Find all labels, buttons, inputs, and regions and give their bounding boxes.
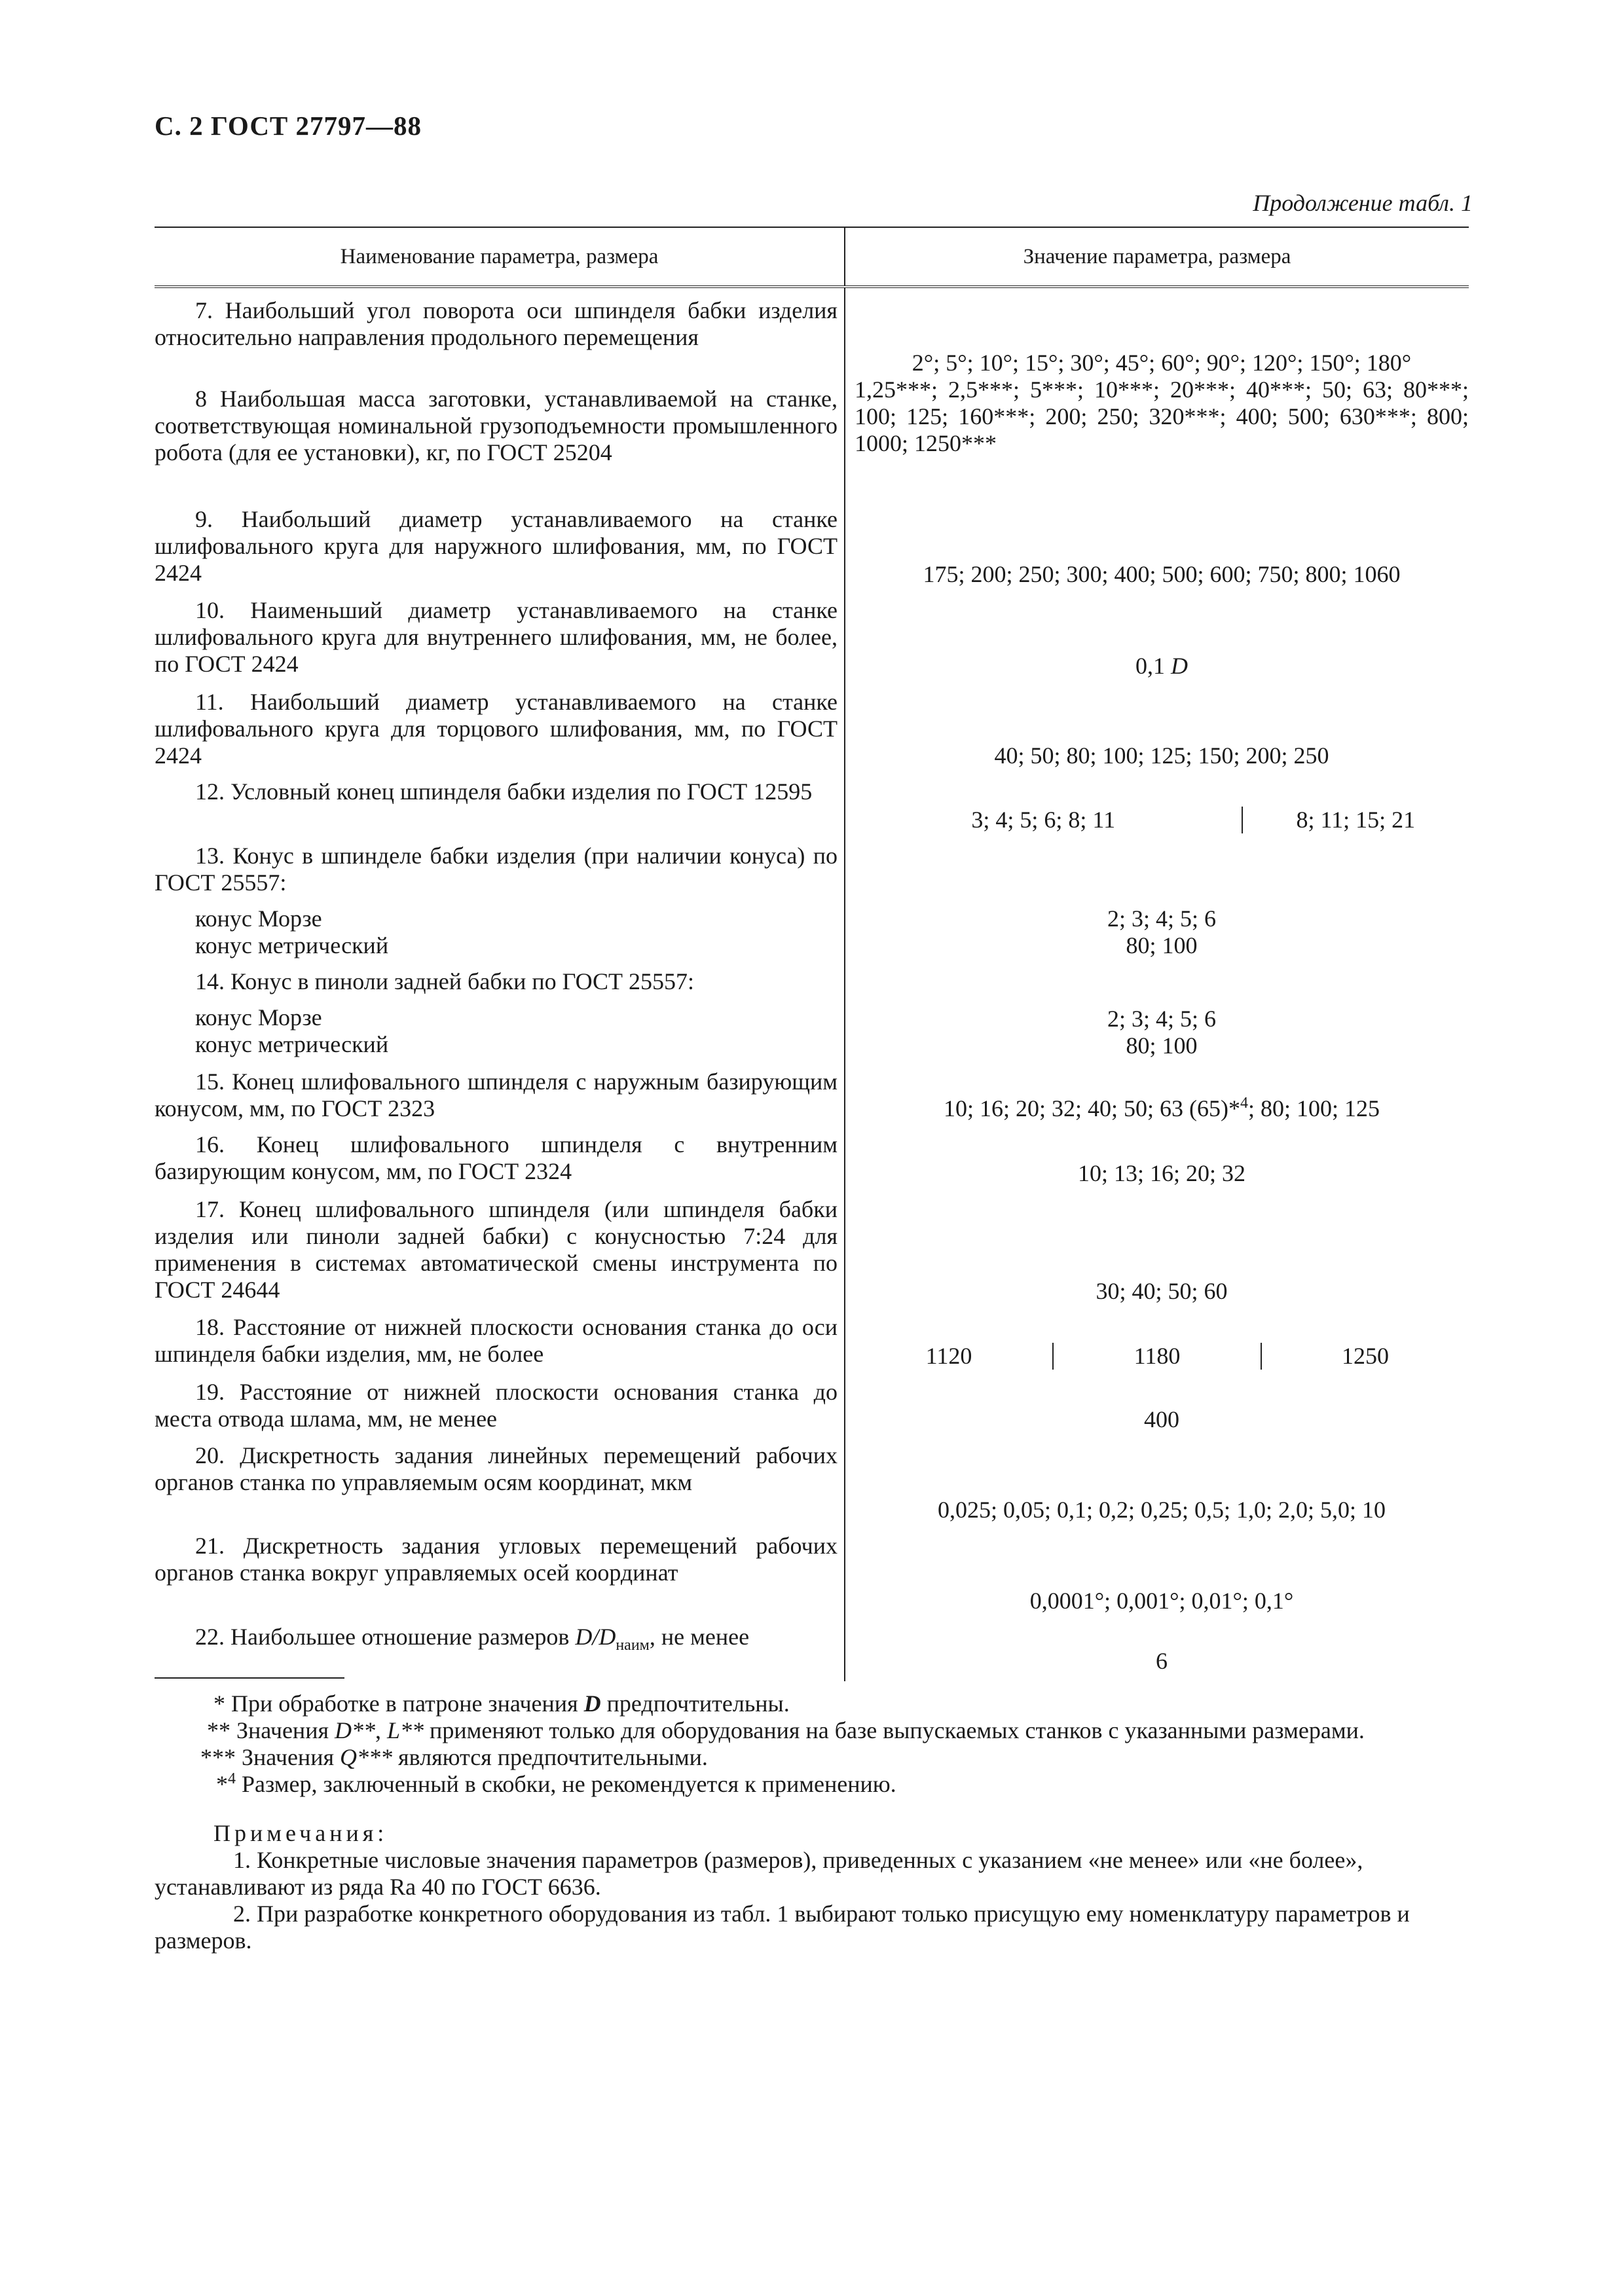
note: 2. При разработке конкретного оборудования из табл. 1 выбирают только присущую ему номенклатуру параметров и размеров.	[155, 1901, 1410, 1954]
param-value: 1180	[1052, 1343, 1261, 1370]
column-header-value: Значение параметра, размера	[845, 227, 1469, 287]
param-value: 10; 13; 16; 20; 32	[1077, 1160, 1245, 1186]
param-value: 1250	[1261, 1343, 1469, 1370]
table-row	[155, 680, 1469, 769]
param-subname: конус Морзе	[195, 905, 322, 932]
note: 1. Конкретные числовые значения параметров (размеров), приведенных с указанием «не менее» или «не более», устанавливают из ряда Ra 40 по ГОСТ 6636.	[155, 1847, 1363, 1900]
param-value: 8; 11; 15; 21	[1242, 807, 1469, 833]
param-name: 10. Наименьший диаметр устанавливаемого на станке шлифовального круга для внутреннего шлифования, мм, не более, по ГОСТ 2424	[155, 597, 838, 677]
param-name: 16. Конец шлифовального шпинделя с внутренним базирующим конусом, мм, по ГОСТ 2324	[155, 1131, 838, 1184]
footnotes-section	[155, 1690, 1469, 1954]
param-name: 8 Наибольшая масса заготовки, устанавливаемой на станке, соответствующая номинальной грузоподъемности промышленного робота (для ее установки), кг, по ГОСТ 25204	[155, 386, 838, 465]
table-row	[155, 588, 1469, 680]
page-header: С. 2 ГОСТ 27797—88	[155, 111, 422, 141]
param-subname: конус метрический	[195, 1031, 389, 1057]
param-value: 2; 3; 4; 5; 6	[1107, 1006, 1216, 1032]
footnote: * При обработке в патроне значения D предпочтительны.	[213, 1690, 790, 1717]
notes-title: Примечания:	[213, 1820, 388, 1846]
param-name: 22. Наибольшее отношение размеров $D/D_{наим}$, не менее	[195, 1624, 750, 1654]
param-value: 2°; 5°; 10°; 15°; 30°; 45°; 60°; 90°; 120°; 150°; 180°	[912, 350, 1412, 376]
param-name: 19. Расстояние от нижней плоскости основания станка до места отвода шлама, мм, не менее	[155, 1379, 838, 1432]
table-row	[155, 1370, 1469, 1433]
param-name: 15. Конец шлифовального шпинделя с наружным базирующим конусом, мм, по ГОСТ 2323	[155, 1068, 838, 1121]
footnote-rule	[155, 1677, 344, 1679]
param-name: 21. Дискретность задания угловых перемещений рабочих органов станка вокруг управляемых осей координат	[155, 1533, 838, 1586]
param-subname: конус метрический	[195, 932, 389, 958]
param-name: 11. Наибольший диаметр устанавливаемого на станке шлифовального круга для торцового шлифования, мм, по ГОСТ 2424	[155, 689, 838, 769]
param-value: 0,1 D	[1135, 653, 1188, 679]
param-value: 80; 100	[1126, 1032, 1198, 1059]
table-row	[155, 1523, 1469, 1614]
table-row	[155, 1305, 1469, 1370]
table-row	[155, 1187, 1469, 1305]
param-subname: конус Морзе	[195, 1004, 322, 1030]
param-value: 1120	[925, 1343, 972, 1369]
param-value: 30; 40; 50; 60	[1096, 1278, 1228, 1304]
table-row	[155, 1059, 1469, 1122]
param-name: 17. Конец шлифовального шпинделя (или шпинделя бабки изделия или пиноли задней бабки) с конусностью 7:24 для применения в системах автоматической смены инструмента по ГОСТ 24644	[155, 1196, 838, 1303]
table-row	[155, 769, 1469, 833]
param-name: 7. Наибольший угол поворота оси шпинделя бабки изделия относительно направления продольного перемещения	[155, 297, 838, 350]
table-row	[155, 1614, 1469, 1681]
param-value: 400	[1144, 1406, 1179, 1432]
param-value: 175; 200; 250; 300; 400; 500; 600; 750; 800; 1060	[923, 561, 1401, 587]
column-header-name: Наименование параметра, размера	[155, 227, 845, 287]
param-value: 0,0001°; 0,001°; 0,01°; 0,1°	[1029, 1588, 1294, 1614]
table-continuation-label: Продолжение табл. 1	[1253, 190, 1473, 216]
param-name: 18. Расстояние от нижней плоскости основания станка до оси шпинделя бабки изделия, мм, не более	[155, 1314, 838, 1367]
table-row	[155, 497, 1469, 588]
table-row	[155, 1433, 1469, 1523]
param-value: 6	[1156, 1648, 1168, 1674]
param-value: 2; 3; 4; 5; 6	[1107, 905, 1216, 932]
table-row	[155, 287, 1469, 376]
param-value: 3; 4; 5; 6; 8; 11	[971, 807, 1116, 833]
footnote: ** Значения D**, L** применяют только для оборудования на базе выпускаемых станков с указанными размерами.	[207, 1717, 1365, 1743]
param-value: 80; 100	[1126, 932, 1198, 958]
param-name: 12. Условный конец шпинделя бабки изделия по ГОСТ 12595	[195, 778, 813, 805]
footnote: *$^4$ Размер, заключенный в скобки, не рекомендуется к применению.	[216, 1770, 896, 1797]
param-value: 1,25***; 2,5***; 5***; 10***; 20***; 40***; 50; 63; 80***; 100; 125; 160***; 200; 250; 320***; 400; 500; 630***; 800; 1000; 1250***	[855, 376, 1469, 456]
table-row	[155, 959, 1469, 1059]
footnote: *** Значения Q*** являются предпочтительными.	[200, 1744, 708, 1770]
param-value: 10; 16; 20; 32; 40; 50; 63 (65)*$^4$; 80; 100; 125	[943, 1095, 1380, 1121]
param-value: 0,025; 0,05; 0,1; 0,2; 0,25; 0,5; 1,0; 2,0; 5,0; 10	[937, 1497, 1386, 1523]
param-value: 40; 50; 80; 100; 125; 150; 200; 250	[994, 742, 1329, 769]
table-row	[155, 376, 1469, 497]
param-name: 13. Конус в шпинделе бабки изделия (при наличии конуса) по ГОСТ 25557:	[155, 843, 838, 896]
parameters-table	[155, 227, 1469, 1681]
param-name: 20. Дискретность задания линейных перемещений рабочих органов станка по управляемым осям координат, мкм	[155, 1442, 838, 1495]
table-row	[155, 833, 1469, 959]
table-row	[155, 1122, 1469, 1187]
param-name: 9. Наибольший диаметр устанавливаемого на станке шлифовального круга для наружного шлифования, мм, по ГОСТ 2424	[155, 506, 838, 586]
param-name: 14. Конус в пиноли задней бабки по ГОСТ 25557:	[195, 968, 695, 994]
